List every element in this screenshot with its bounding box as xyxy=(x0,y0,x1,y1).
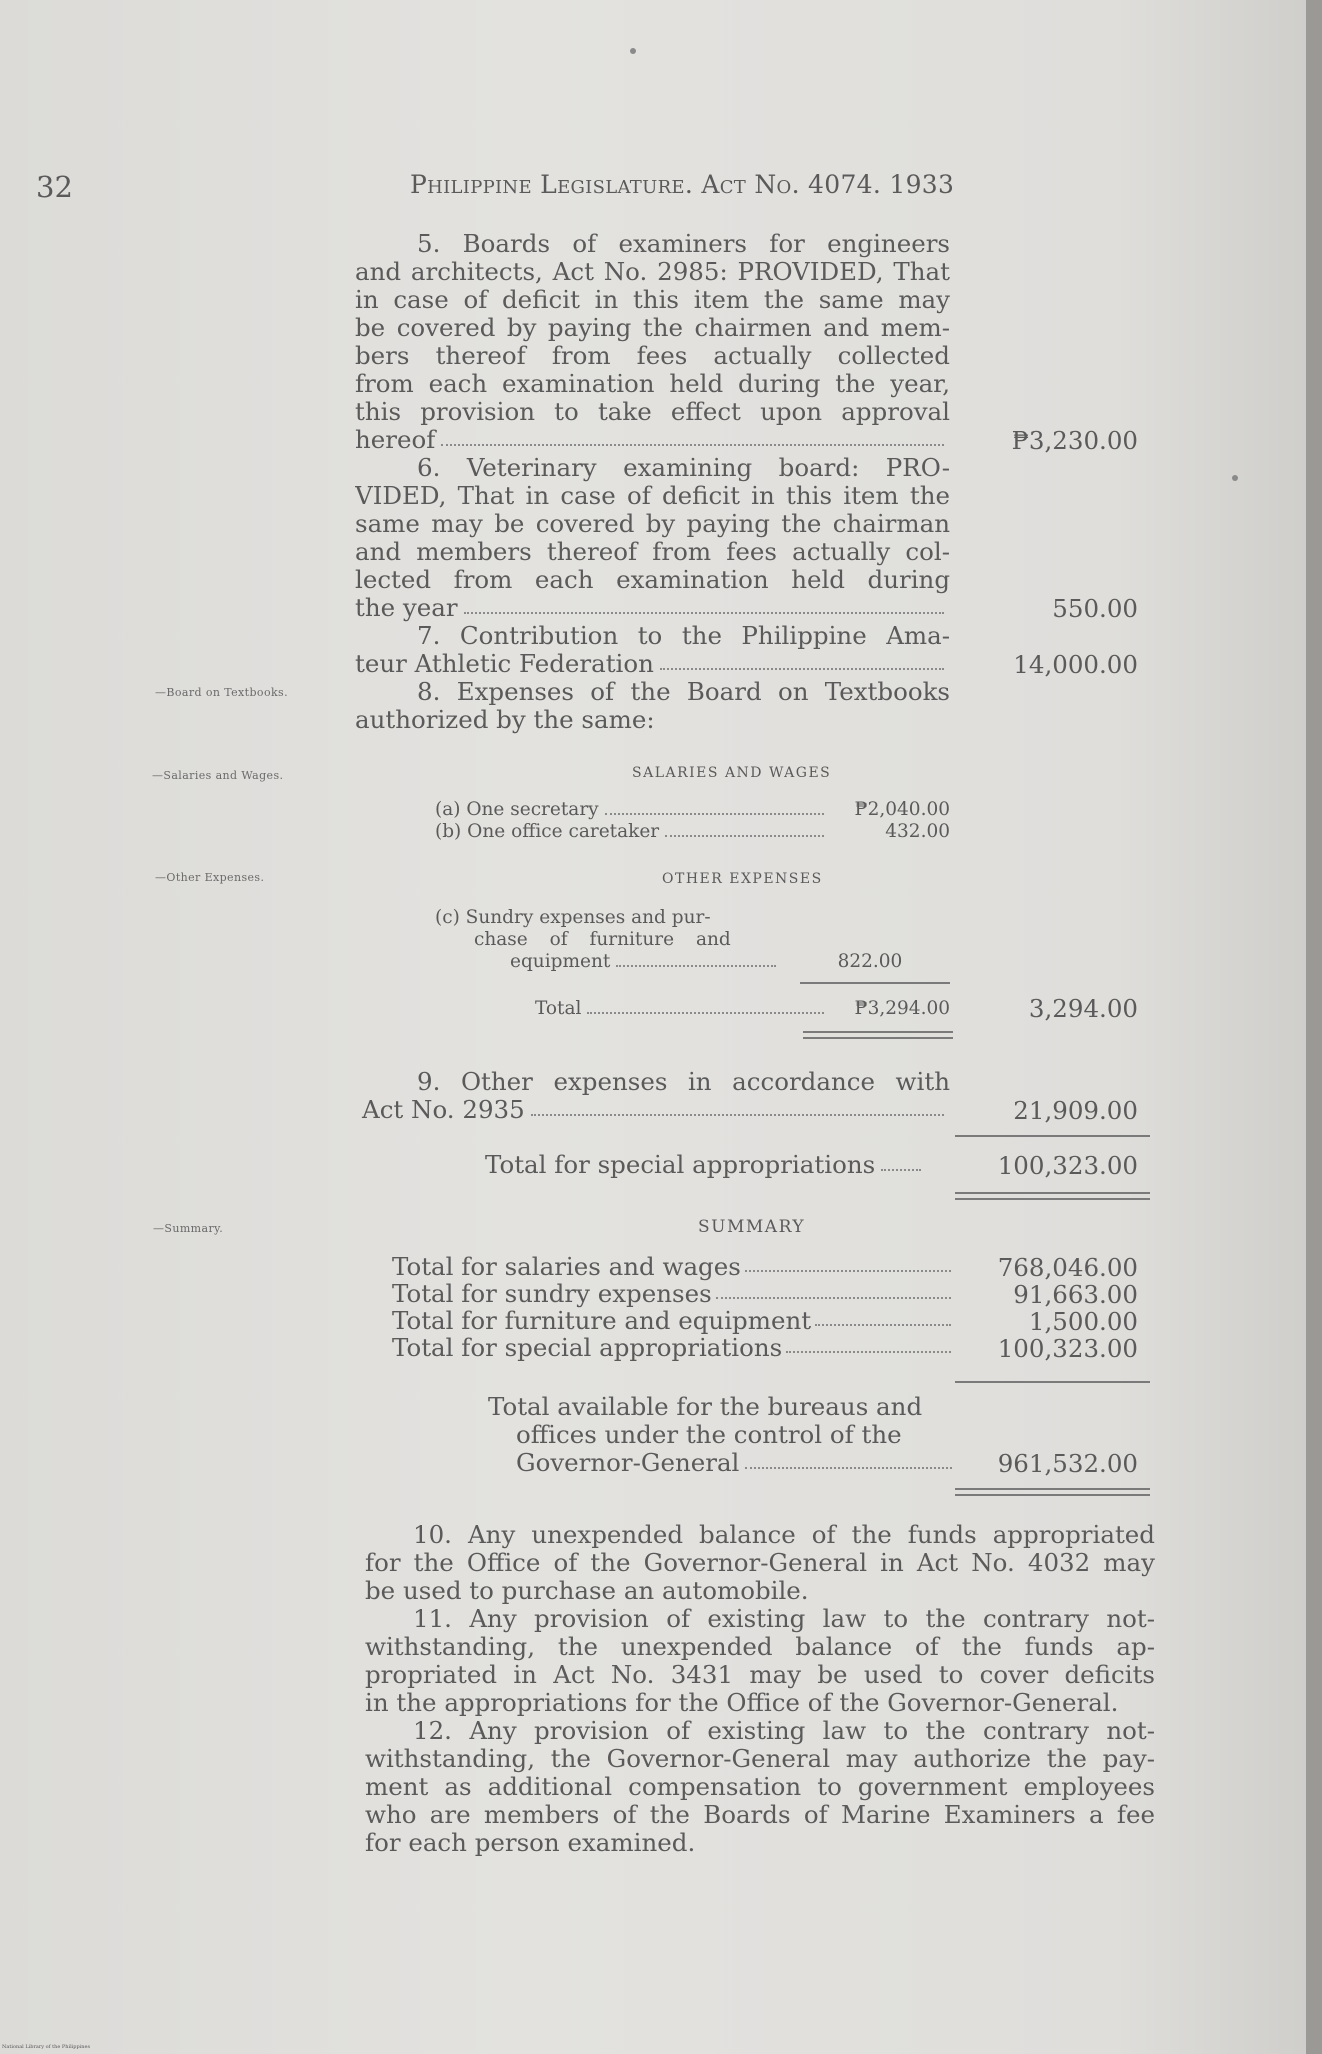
page-number: 32 xyxy=(36,170,73,204)
paragraph-11: 11. Any provision of existing law to the contrary not- withstanding, the unexpended balance of the funds ap- propriated in Act No. 3431 may be used to cover deficits in the appropriations for the Office of the Governor-General. xyxy=(365,1604,1155,1717)
expense-c-line: (c) Sundry expenses and pur- xyxy=(435,907,711,928)
page-edge xyxy=(1306,0,1322,2054)
item-7-line: 7. Contribution to the Philippine Ama- xyxy=(417,622,950,650)
item-5-line: in case of deficit in this item the same may xyxy=(355,286,950,314)
summary-row: Total for furniture and equipment xyxy=(392,1307,957,1334)
grand-total xyxy=(488,1393,958,1477)
summary-amount: 768,046.00 xyxy=(997,1253,1138,1282)
paragraph-10: 10. Any unexpended balance of the funds appropriated for the Office of the Governor-General in Act No. 4032 may be used to purchase an automobile. xyxy=(365,1520,1155,1605)
item-6-line: and members thereof from fees actually col- xyxy=(355,538,950,566)
summary-amount: 91,663.00 xyxy=(1013,1280,1138,1309)
summary-heading: SUMMARY xyxy=(698,1217,806,1237)
grand-total-double-rule xyxy=(955,1488,1150,1496)
grand-total-amount: 961,532.00 xyxy=(997,1449,1138,1478)
summary-row: Total for salaries and wages xyxy=(392,1253,957,1280)
summary-list xyxy=(392,1253,957,1361)
item-5-line: bers thereof from fees actually collected xyxy=(355,342,950,370)
item-6-amount: 550.00 xyxy=(1052,594,1138,623)
item-5-last-line: hereof xyxy=(355,425,436,454)
textbooks-total-value: ₱3,294.00 xyxy=(854,998,950,1019)
item-6-line: 6. Veterinary examining board: PRO- xyxy=(417,454,950,482)
item-7-last-line: teur Athletic Federation xyxy=(355,649,654,678)
paragraph-12: 12. Any provision of existing law to the contrary not- withstanding, the Governor-General may authorize the pay- ment as additional compensation to government employees who are members of the Boards of Marine Examiners a fee for each person examined. xyxy=(365,1716,1155,1857)
item-7-amount: 14,000.00 xyxy=(1013,650,1138,679)
item-5 xyxy=(355,230,950,454)
item-8-line: 8. Expenses of the Board on Textbooks xyxy=(417,678,950,706)
expense-row-c: equipment 822.00 xyxy=(510,951,903,972)
special-total xyxy=(355,1151,950,1179)
textbooks-total-amount: 3,294.00 xyxy=(1028,994,1138,1023)
item-6-line: same may be covered by paying the chairman xyxy=(355,510,950,538)
special-total-label: Total for special appropriations xyxy=(485,1150,876,1179)
item-5-line: from each examination held during the year, xyxy=(355,370,950,398)
margin-note-summary: —Summary. xyxy=(153,1222,224,1235)
grand-total-line: offices under the control of the xyxy=(516,1421,902,1449)
textbooks-total-double-rule xyxy=(803,1031,953,1039)
textbooks-total xyxy=(435,998,950,1020)
salaries-list xyxy=(435,799,950,843)
item-6-line: VIDED, That in case of deficit in this item the xyxy=(355,482,950,510)
footer-credit: National Library of the Philippines xyxy=(2,2044,91,2050)
item-5-line: and architects, Act No. 2985: PROVIDED, That xyxy=(355,258,950,286)
salary-row-a: (a) One secretary ₱2,040.00 xyxy=(435,799,950,820)
item-8-last-line: authorized by the same: xyxy=(355,706,655,734)
other-expenses-heading: OTHER EXPENSES xyxy=(662,871,823,887)
speck-mark xyxy=(1232,475,1238,481)
margin-note-board: —Board on Textbooks. xyxy=(155,686,288,699)
expense-c-line: chase of furniture and xyxy=(474,929,731,950)
item-6 xyxy=(355,454,950,622)
item-5-line: this provision to take effect upon approval xyxy=(355,398,950,426)
special-double-rule xyxy=(955,1192,1150,1200)
summary-row: Total for special appropriations xyxy=(392,1334,957,1361)
item-5-amount: ₱3,230.00 xyxy=(1011,426,1138,455)
summary-amount: 1,500.00 xyxy=(1028,1307,1138,1336)
summary-amount: 100,323.00 xyxy=(997,1334,1138,1363)
item-9-last-line: Act No. 2935 xyxy=(362,1095,525,1124)
special-rule xyxy=(955,1135,1150,1137)
item-5-line: be covered by paying the chairmen and mem- xyxy=(355,314,950,342)
other-expenses-list xyxy=(435,907,950,973)
grand-total-line: Total available for the bureaus and xyxy=(488,1393,923,1421)
item-8 xyxy=(355,678,950,734)
summary-rule xyxy=(955,1381,1150,1383)
item-9 xyxy=(355,1068,950,1124)
grand-total-line: Governor-General xyxy=(516,1448,740,1477)
margin-note-salaries: —Salaries and Wages. xyxy=(152,769,284,782)
item-6-line: lected from each examination held during xyxy=(355,566,950,594)
textbooks-total-label: Total xyxy=(535,998,582,1019)
special-total-amount: 100,323.00 xyxy=(997,1151,1138,1180)
running-head: Philippine Legislature. Act No. 4074. 1933 xyxy=(410,170,955,199)
speck-mark xyxy=(630,48,636,54)
item-7 xyxy=(355,622,950,678)
item-6-last-line: the year xyxy=(355,593,458,622)
item-5-line: 5. Boards of examiners for engineers xyxy=(417,230,950,258)
summary-row: Total for sundry expenses xyxy=(392,1280,957,1307)
salaries-heading: SALARIES AND WAGES xyxy=(632,765,832,781)
item-9-amount: 21,909.00 xyxy=(1013,1096,1138,1125)
item-9-line: 9. Other expenses in accordance with xyxy=(417,1068,950,1096)
margin-note-other: —Other Expenses. xyxy=(155,871,265,884)
subtotal-rule xyxy=(800,982,950,984)
salary-row-b: (b) One office caretaker 432.00 xyxy=(435,821,950,842)
